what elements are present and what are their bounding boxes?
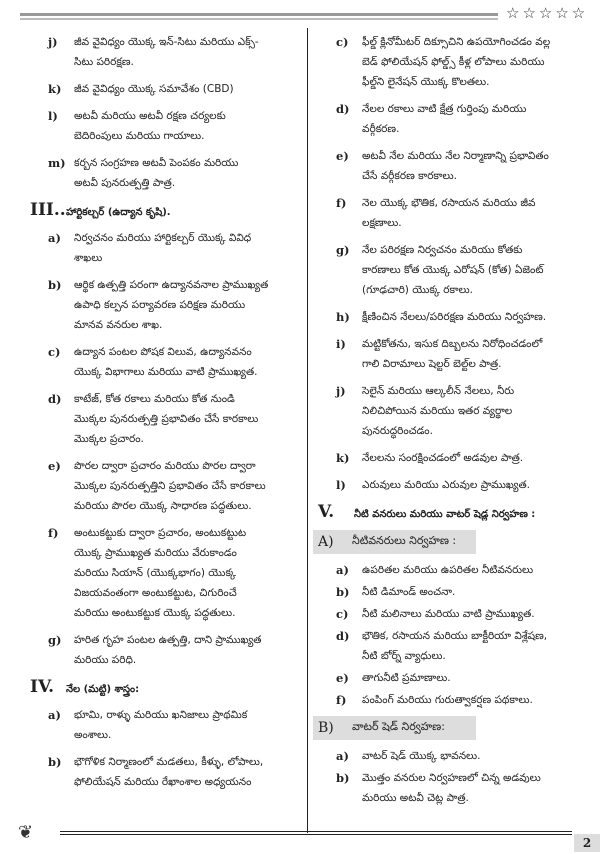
item-text bbox=[362, 448, 523, 468]
item-label: c) bbox=[48, 345, 61, 359]
item-text-line: ఉపరితల మరియు ఉపరితల నీటివనరులు bbox=[362, 564, 534, 576]
item-text-line: మట్టికోతను, ఇసుక దిబ్బలను నిరోధించడంలో bbox=[362, 338, 543, 350]
item-text-line: జీవ వైవిధ్యం యొక్క ఇన్-సిటు మరియు ఎక్స్- bbox=[74, 36, 259, 48]
list-item bbox=[318, 99, 603, 139]
heading-title: నీటివనరులు నిర్వహణ : bbox=[352, 534, 457, 547]
item-label: b) bbox=[336, 585, 350, 599]
section-heading bbox=[30, 677, 302, 697]
item-text-line: కాటేజ్, కోత రకాలు మరియు కోత నుండి bbox=[74, 393, 235, 405]
item-text-line: నేల పరిరక్షణ నిర్వచనం మరియు కోతకు bbox=[362, 244, 523, 256]
item-text bbox=[74, 523, 246, 623]
item-text-line: నీటి మలినాలు మరియు వాటి ప్రాముఖ్యత. bbox=[362, 608, 535, 620]
list-item bbox=[318, 475, 603, 495]
item-label: a) bbox=[336, 749, 349, 763]
item-text bbox=[362, 381, 514, 441]
item-text bbox=[362, 32, 550, 92]
list-item bbox=[318, 626, 603, 666]
item-text-line: తాగునీటి ప్రమాణాలు. bbox=[362, 672, 451, 684]
item-text-line: జీవ వైవిధ్యం యొక్క సమావేశం (CBD) bbox=[74, 83, 234, 95]
list-item bbox=[30, 342, 302, 382]
list-item bbox=[318, 307, 603, 327]
heading-title: నీటి వనరులు మరియు వాటర్ షెడ్ల నిర్వహణ : bbox=[354, 509, 536, 520]
item-label: j) bbox=[48, 35, 58, 49]
list-item bbox=[318, 746, 603, 766]
item-text-line: భౌగోళిక నిర్మాణంలో మడతలు, కీళ్ళు, లోపాలు, bbox=[74, 756, 264, 768]
list-item bbox=[30, 630, 302, 670]
item-text-line: పంపింగ్ మరియు గురుత్వాకర్షణ పథకాలు. bbox=[362, 694, 533, 706]
heading-title: వాటర్ షెడ్ నిర్వహణ: bbox=[352, 720, 445, 733]
item-label: l) bbox=[336, 478, 346, 492]
item-text-line: యొక్క ప్రాముఖ్యత మరియు వేరుకాండం bbox=[74, 547, 237, 559]
item-text-line: బెదిరింపులు మరియు గాయాలు. bbox=[74, 130, 205, 142]
item-label: e) bbox=[48, 459, 61, 473]
item-text-line: మరియు సియాన్ (యొక్కభాగం) యొక్క bbox=[74, 567, 236, 579]
item-text bbox=[74, 456, 266, 516]
item-text-line: మానవ వనరుల శాఖ. bbox=[74, 319, 163, 331]
item-label: b) bbox=[336, 771, 350, 785]
item-text bbox=[362, 193, 535, 233]
item-text-line: మరియు పరిధి. bbox=[74, 654, 137, 666]
list-item bbox=[318, 240, 603, 300]
heading-number: III.. bbox=[30, 200, 66, 220]
item-label: a) bbox=[48, 708, 61, 722]
item-text bbox=[362, 626, 547, 666]
column-divider bbox=[307, 28, 308, 833]
list-item bbox=[318, 604, 603, 624]
list-item bbox=[30, 523, 302, 623]
item-text bbox=[362, 668, 451, 688]
item-label: f) bbox=[336, 693, 347, 707]
item-text-line: గాలి విరామాలు షెల్టర్ బెల్ట్‌ల పాత్ర. bbox=[362, 358, 502, 370]
list-item bbox=[318, 668, 603, 688]
item-label: i) bbox=[336, 337, 346, 351]
item-text bbox=[74, 106, 226, 146]
item-text-line: ఉపాధి కల్పన పర్యావరణ పరిక్షణ మరియు bbox=[74, 299, 246, 311]
list-item bbox=[30, 275, 302, 335]
item-text bbox=[362, 146, 549, 186]
subsection-heading bbox=[313, 530, 476, 554]
item-text-line: మొక్కల ప్రచారం. bbox=[74, 433, 144, 445]
list-item bbox=[318, 146, 603, 186]
item-label: k) bbox=[336, 451, 350, 465]
item-text-line: మరియు పొరల యొక్క సాధారణ పద్ధతులు. bbox=[74, 500, 252, 512]
item-text bbox=[74, 389, 258, 449]
item-text-line: నిలిచిపోయిన మరియు ఇతర వ్యర్థాల bbox=[362, 405, 513, 417]
item-text-line: ఉద్యాన పంటల పోషక విలువ, ఉద్యానవనం bbox=[74, 346, 252, 358]
item-text-line: ఎరువులు మరియు ఎరువుల ప్రాముఖ్యత. bbox=[362, 479, 530, 491]
list-item bbox=[318, 448, 603, 468]
right-column bbox=[318, 32, 603, 810]
item-text-line: లక్షణాలు. bbox=[362, 217, 402, 229]
footer-rule bbox=[60, 831, 572, 835]
header-rule bbox=[20, 13, 498, 16]
item-text-line: మరియు అంటుకట్టుక యొక్క పద్ధతులు. bbox=[74, 607, 236, 619]
item-text-line: భూమి, రాళ్ళు మరియు ఖనిజాలు ప్రాథమిక bbox=[74, 709, 248, 721]
section-heading bbox=[318, 502, 603, 522]
list-item bbox=[318, 560, 603, 580]
list-item bbox=[30, 32, 302, 72]
header-rule-secondary bbox=[20, 18, 498, 20]
item-text-line: ఆర్థిక ఉత్పత్తి పరంగా ఉద్యానవనాల ప్రాముఖ్యత bbox=[74, 279, 269, 291]
item-text bbox=[74, 79, 234, 99]
list-item bbox=[30, 705, 302, 745]
item-text bbox=[362, 240, 543, 300]
item-text bbox=[74, 32, 259, 72]
item-text-line: భౌతిక, రసాయన మరియు బాక్టీరియా విశ్లేషణ, bbox=[362, 630, 548, 642]
list-item bbox=[318, 334, 603, 374]
item-text bbox=[362, 307, 546, 327]
item-text bbox=[362, 334, 542, 374]
item-text bbox=[74, 228, 251, 268]
item-text-line: నెల యొక్క భౌతిక, రసాయన మరియు జీవ bbox=[362, 197, 536, 209]
item-label: j) bbox=[336, 384, 346, 398]
item-text-line: ఫీల్డ్ క్లినోమీటర్ దిక్సూచిని ఉపయోగించడం వల్ల bbox=[362, 36, 551, 48]
list-item bbox=[30, 456, 302, 516]
item-text-line: కారణాలు కోత యొక్క ఎరోషన్ (కోత) ఏజెంట్ bbox=[362, 264, 544, 276]
item-text-line: నీటి బోర్న్ వ్యాధులు. bbox=[362, 650, 446, 662]
item-text bbox=[362, 604, 535, 624]
item-label: m) bbox=[48, 156, 66, 170]
heading-number: IV. bbox=[30, 677, 55, 697]
item-text-line: హరిత గృహ పంటల ఉత్పత్తి, దాని ప్రాముఖ్యత bbox=[74, 634, 262, 646]
item-text-line: అంశాలు. bbox=[74, 729, 112, 741]
list-item bbox=[318, 690, 603, 710]
item-text-line: ఫోలియేషన్ మరియు రేఖాంశాల అధ్యయనం bbox=[74, 776, 252, 788]
item-text-line: పొరల ద్వారా ప్రచారం మరియు పొరల ద్వారా bbox=[74, 460, 256, 472]
item-text bbox=[362, 768, 541, 808]
item-text-line: చేసే వర్గీకరణ కారకాలు. bbox=[362, 170, 457, 182]
item-text-line: నిర్వచనం మరియు హార్టికల్చర్ యొక్క వివిధ bbox=[74, 232, 252, 244]
item-label: e) bbox=[336, 149, 349, 163]
star-rating-icon: ☆☆☆☆☆ bbox=[506, 4, 589, 22]
heading-number: A) bbox=[318, 534, 334, 550]
list-item bbox=[30, 79, 302, 99]
item-text bbox=[362, 690, 533, 710]
item-label: b) bbox=[48, 278, 62, 292]
item-text bbox=[74, 752, 263, 792]
item-text-line: అటవీ నేల మరియు నేల నిర్మాణాన్ని ప్రభావితం bbox=[362, 150, 549, 162]
list-item bbox=[318, 768, 603, 808]
item-label: f) bbox=[48, 526, 59, 540]
item-label: g) bbox=[48, 633, 62, 647]
item-label: b) bbox=[48, 755, 62, 769]
list-item bbox=[30, 389, 302, 449]
item-text-line: కర్బన సంగ్రహణ అటవీ పెంపకం మరియు bbox=[74, 157, 239, 169]
heading-title: హార్టికల్చర్ (ఉద్యాన కృషి). bbox=[66, 207, 171, 218]
list-item bbox=[30, 228, 302, 268]
item-text-line: మొత్తం వనరుల నిర్వహణలో చిన్న అడవులు bbox=[362, 772, 541, 784]
item-label: d) bbox=[336, 629, 350, 643]
item-text bbox=[362, 582, 455, 602]
item-text-line: సిటు పరిరక్షణ. bbox=[74, 56, 134, 68]
item-text-line: పునరుద్ధరించడం. bbox=[362, 425, 433, 437]
item-label: a) bbox=[48, 231, 61, 245]
item-text-line: బెడ్ ఫోలియేషన్ ఫోల్డ్స్ కీళ్ల లోపాలు మరియు bbox=[362, 56, 545, 68]
item-text bbox=[74, 153, 238, 193]
subsection-heading bbox=[313, 716, 476, 740]
page-number: 2 bbox=[574, 834, 600, 852]
item-text bbox=[362, 475, 530, 495]
item-label: f) bbox=[336, 196, 347, 210]
list-item bbox=[318, 32, 603, 92]
item-text-line: వర్గీకరణ. bbox=[362, 123, 400, 135]
item-text-line: మొక్కల పునరుత్పత్తిని ప్రభావితం చేసే కారకాలు bbox=[74, 480, 266, 492]
item-text-line: మొక్కల పునరుత్పత్తి ప్రభావితం చేసే కారకాలు bbox=[74, 413, 259, 425]
item-text-line: విజయవంతంగా అంటుకట్టుట, చిగురించే bbox=[74, 587, 237, 599]
left-column bbox=[30, 32, 302, 799]
item-label: g) bbox=[336, 243, 350, 257]
list-item bbox=[30, 106, 302, 146]
item-text bbox=[74, 275, 268, 335]
item-label: d) bbox=[48, 392, 62, 406]
item-text bbox=[362, 99, 526, 139]
item-text-line: అంటుకట్టుకు ద్వారా ప్రచారం, అంటుకట్టుట bbox=[74, 527, 247, 539]
item-text bbox=[362, 560, 533, 580]
item-text-line: సెలైన్ మరియు ఆల్కలీన్ నేలలు, నీరు bbox=[362, 385, 515, 397]
item-text-line: ఫీల్డ్‌ని లైనేషన్ యొక్క కొలతలు. bbox=[362, 76, 490, 88]
item-text-line: క్షీణించిన నేలలు/పరిరక్షణ మరియు నిర్వహణ. bbox=[362, 311, 547, 323]
item-label: h) bbox=[336, 310, 350, 324]
item-label: e) bbox=[336, 671, 349, 685]
list-item bbox=[318, 193, 603, 233]
section-heading bbox=[30, 200, 302, 220]
item-text-line: మరియు అటవీ చెట్ల పాత్ర. bbox=[362, 792, 469, 804]
item-text-line: అటవీ పునరుత్పత్తి పాత్ర. bbox=[74, 177, 176, 189]
list-item bbox=[30, 153, 302, 193]
item-text bbox=[74, 630, 261, 670]
heading-number: V. bbox=[318, 502, 335, 522]
item-label: d) bbox=[336, 102, 350, 116]
item-label: c) bbox=[336, 35, 349, 49]
item-text-line: అటవీ మరియు అటవీ రక్షణ చర్యలకు bbox=[74, 110, 226, 122]
item-text-line: యొక్క విభాగాలు మరియు వాటి ప్రాముఖ్యత. bbox=[74, 366, 258, 378]
item-text-line: నేలలను సంరక్షించడంలో అడవుల పాత్ర. bbox=[362, 452, 524, 464]
item-text-line: నేలల రకాలు వాటి క్షేత్ర గుర్తింపు మరియు bbox=[362, 103, 527, 115]
list-item bbox=[30, 752, 302, 792]
item-text bbox=[362, 746, 480, 766]
list-item bbox=[318, 381, 603, 441]
item-text-line: శాఖలు bbox=[74, 252, 103, 264]
heading-number: B) bbox=[318, 720, 334, 736]
item-label: l) bbox=[48, 109, 58, 123]
heading-title: నేల (మట్టి) శాస్త్రం: bbox=[66, 684, 140, 695]
item-label: c) bbox=[336, 607, 349, 621]
list-item bbox=[318, 582, 603, 602]
item-text bbox=[74, 342, 257, 382]
ornament-icon: ❦ bbox=[18, 822, 34, 843]
item-text-line: వాటర్ షెడ్ యొక్క భావనలు. bbox=[362, 750, 481, 762]
item-text-line: నీటి డిమాండ్ అంచనా. bbox=[362, 586, 456, 598]
item-label: k) bbox=[48, 82, 62, 96]
item-text bbox=[74, 705, 247, 745]
item-text-line: (గూఢచారి) యొక్క రకాలు. bbox=[362, 284, 474, 296]
item-label: a) bbox=[336, 563, 349, 577]
